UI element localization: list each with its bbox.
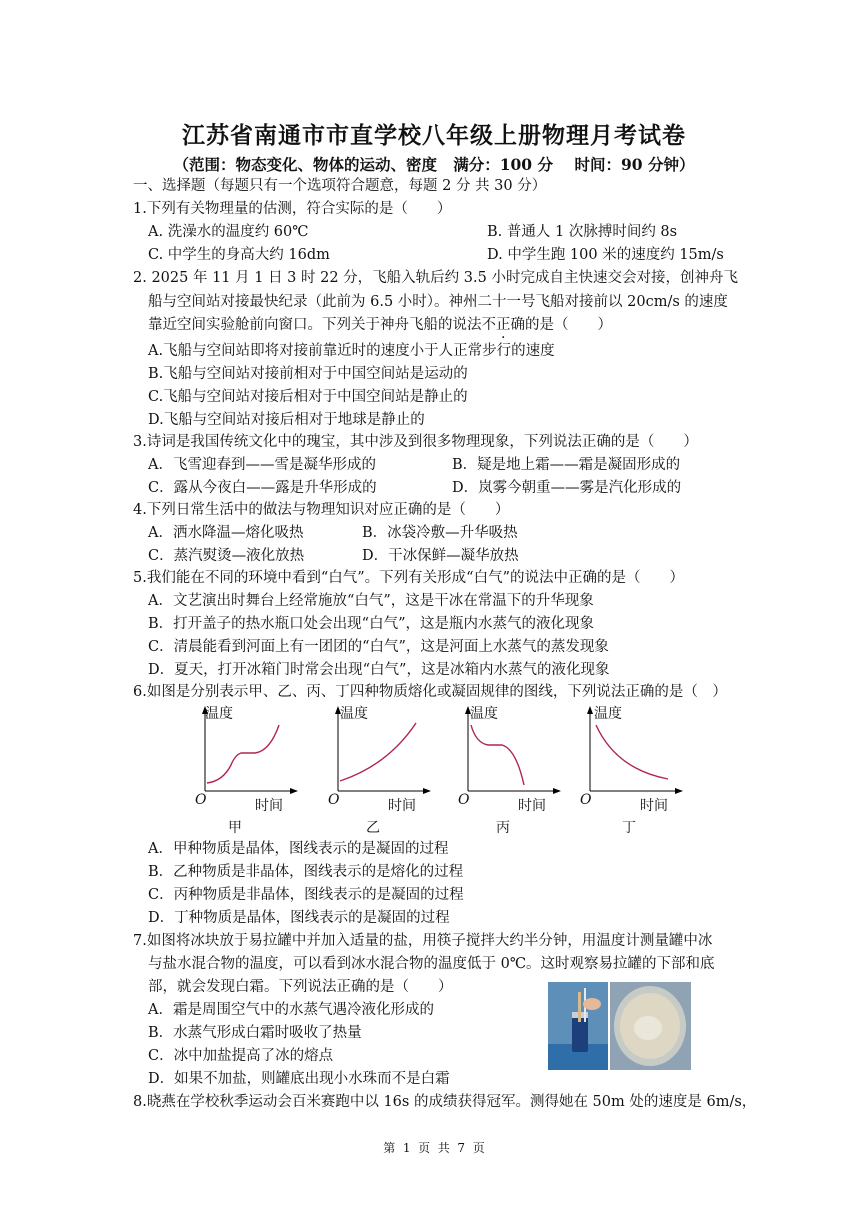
question-4-option-a: A．洒水降温—熔化吸热: [148, 525, 304, 541]
question-5-option-b: B．打开盖子的热水瓶口处会出现“白气”，这是瓶内水蒸气的液化现象: [148, 616, 594, 632]
graph-bing: [458, 703, 588, 838]
question-2-line-1: 2. 2025 年 11 月 1 日 3 时 22 分，飞船入轨后约 3.5 小时完成自主快速交会对接，创神舟飞: [133, 270, 738, 286]
graph-ding-curve: [596, 725, 668, 779]
question-2-line-2: 船与空间站对接最快纪录（此前为 6.5 小时）。神州二十一号飞船对接前以 20cm/s 的速度: [148, 294, 728, 310]
question-3-option-c: C．露从今夜白——露是升华形成的: [148, 480, 377, 496]
graph-yi-curve: [340, 723, 416, 781]
graph-jia-ylabel: 温度: [205, 706, 233, 722]
question-5-option-a: A．文艺演出时舞台上经常施放“白气”，这是干冰在常温下的升华现象: [148, 593, 594, 609]
question-2-line-3a: 靠近空间实验舱前向窗口。下列关于神舟飞船的说法: [148, 317, 482, 333]
question-3-option-d: D．岚雾今朝重——雾是汽化形成的: [452, 480, 682, 496]
graph-ding-origin: O: [580, 792, 592, 808]
question-3-option-b: B．疑是地上霜——霜是凝固形成的: [452, 457, 681, 473]
question-4-stem: 4.下列日常生活中的做法与物理知识对应正确的是（ ）: [133, 502, 510, 518]
graph-bing-origin: O: [458, 792, 470, 808]
graph-bing-caption: 丙: [496, 820, 510, 836]
question-3-option-a: A．飞雪迎春到——雪是凝华形成的: [148, 457, 376, 473]
graph-yi: [328, 703, 458, 838]
question-2-option-c: C.飞船与空间站对接后相对于中国空间站是静止的: [148, 389, 468, 405]
graph-jia-caption: 甲: [228, 820, 242, 836]
question-6-option-a: A．甲种物质是晶体，图线表示的是凝固的过程: [148, 841, 449, 857]
question-5-option-d: D．夏天，打开冰箱门时常会出现“白气”，这是冰箱内水蒸气的液化现象: [148, 662, 610, 678]
graph-ding: [580, 703, 710, 838]
question-7-line-3: 部，就会发现白霜。下列说法正确的是（ ）: [148, 979, 453, 995]
question-4-option-b: B．冰袋冷敷—升华吸热: [362, 525, 518, 541]
question-2-line-3: [148, 315, 612, 335]
question-4-option-c: C．蒸汽熨烫—液化放热: [148, 548, 305, 564]
question-4-option-d: D．干冰保鲜—凝华放热: [362, 548, 519, 564]
graph-bing-xlabel: 时间: [518, 798, 546, 814]
exam-scope: （范围：物态变化、物体的运动、密度 满分：100 分 时间：90 分钟）: [173, 155, 695, 174]
question-7-option-a: A．霜是周围空气中的水蒸气遇冷液化形成的: [148, 1002, 434, 1018]
question-7-line-2: 与盐水混合物的温度，可以看到冰水混合物的温度低于 0℃。这时观察易拉罐的下部和底: [148, 956, 715, 972]
graph-ding-xlabel: 时间: [640, 798, 668, 814]
question-2-line-3b: 的是（ ）: [525, 317, 612, 333]
question-6-option-c: C．丙种物质是非晶体，图线表示的是凝固的过程: [148, 887, 464, 903]
graph-jia-curve: [207, 725, 279, 783]
question-7-line-1: 7.如图将冰块放于易拉罐中并加入适量的盐，用筷子搅拌大约半分钟，用温度计测量罐中冰: [133, 933, 713, 949]
graph-ding-ylabel: 温度: [594, 706, 622, 722]
graph-jia-origin: O: [195, 792, 207, 808]
question-2-option-b: B.飞船与空间站对接前相对于中国空间站是运动的: [148, 366, 468, 382]
question-7-option-b: B．水蒸气形成白霜时吸收了热量: [148, 1025, 362, 1041]
can-experiment-photo: [548, 982, 691, 1070]
question-5-option-c: C．清晨能看到河面上有一团团的“白气”，这是河面上水蒸气的蒸发现象: [148, 639, 609, 655]
graph-yi-ylabel: 温度: [340, 706, 368, 722]
page-title: 江苏省南通市市直学校八年级上册物理月考试卷: [182, 122, 686, 149]
question-6-stem: 6.如图是分别表示甲、乙、丙、丁四种物质熔化或凝固规律的图线，下列说法正确的是（ ）: [133, 684, 727, 700]
question-7-option-c: C．冰中加盐提高了冰的熔点: [148, 1048, 334, 1064]
question-1-option-d: D. 中学生跑 100 米的速度约 15m/s: [487, 247, 724, 263]
question-1-stem: 1.下列有关物理量的估测，符合实际的是（ ）: [133, 201, 452, 217]
graph-yi-xlabel: 时间: [388, 798, 416, 814]
question-2-option-a: A.飞船与空间站即将对接前靠近时的速度小于人正常步行的速度: [148, 343, 555, 359]
question-6-option-b: B．乙种物质是非晶体，图线表示的是熔化的过程: [148, 864, 464, 880]
question-1-option-a: A. 洗澡水的温度约 60℃: [148, 224, 309, 240]
section-heading: 一、选择题（每题只有一个选项符合题意，每题 2 分 共 30 分）: [133, 178, 547, 194]
question-8-line-1: 8.晓燕在学校秋季运动会百米赛跑中以 16s 的成绩获得冠军。测得她在 50m 处的速度是 6m/s，: [133, 1094, 757, 1110]
question-5-stem: 5.我们能在不同的环境中看到“白气”。下列有关形成“白气”的说法中正确的是（ ）: [133, 570, 684, 586]
question-2-option-d: D.飞船与空间站对接后相对于地球是静止的: [148, 412, 425, 428]
emphasis-not-correct: 不正确: [481, 317, 525, 333]
question-3-stem: 3.诗词是我国传统文化中的瑰宝，其中涉及到很多物理现象，下列说法正确的是（ ）: [133, 434, 698, 450]
graph-ding-caption: 丁: [622, 820, 636, 836]
question-6-option-d: D．丁种物质是晶体，图线表示的是凝固的过程: [148, 910, 450, 926]
graph-bing-ylabel: 温度: [470, 706, 498, 722]
graph-bing-curve: [471, 725, 524, 785]
graph-jia: [195, 703, 325, 838]
graph-jia-xlabel: 时间: [255, 798, 283, 814]
graph-yi-caption: 乙: [366, 820, 380, 836]
question-1-option-b: B. 普通人 1 次脉搏时间约 8s: [487, 224, 678, 240]
question-7-option-d: D．如果不加盐，则罐底出现小水珠而不是白霜: [148, 1071, 450, 1087]
graph-yi-origin: O: [328, 792, 340, 808]
question-1-option-c: C. 中学生的身高大约 16dm: [148, 247, 330, 263]
page-footer: 第 1 页 共 7 页: [383, 1141, 485, 1155]
